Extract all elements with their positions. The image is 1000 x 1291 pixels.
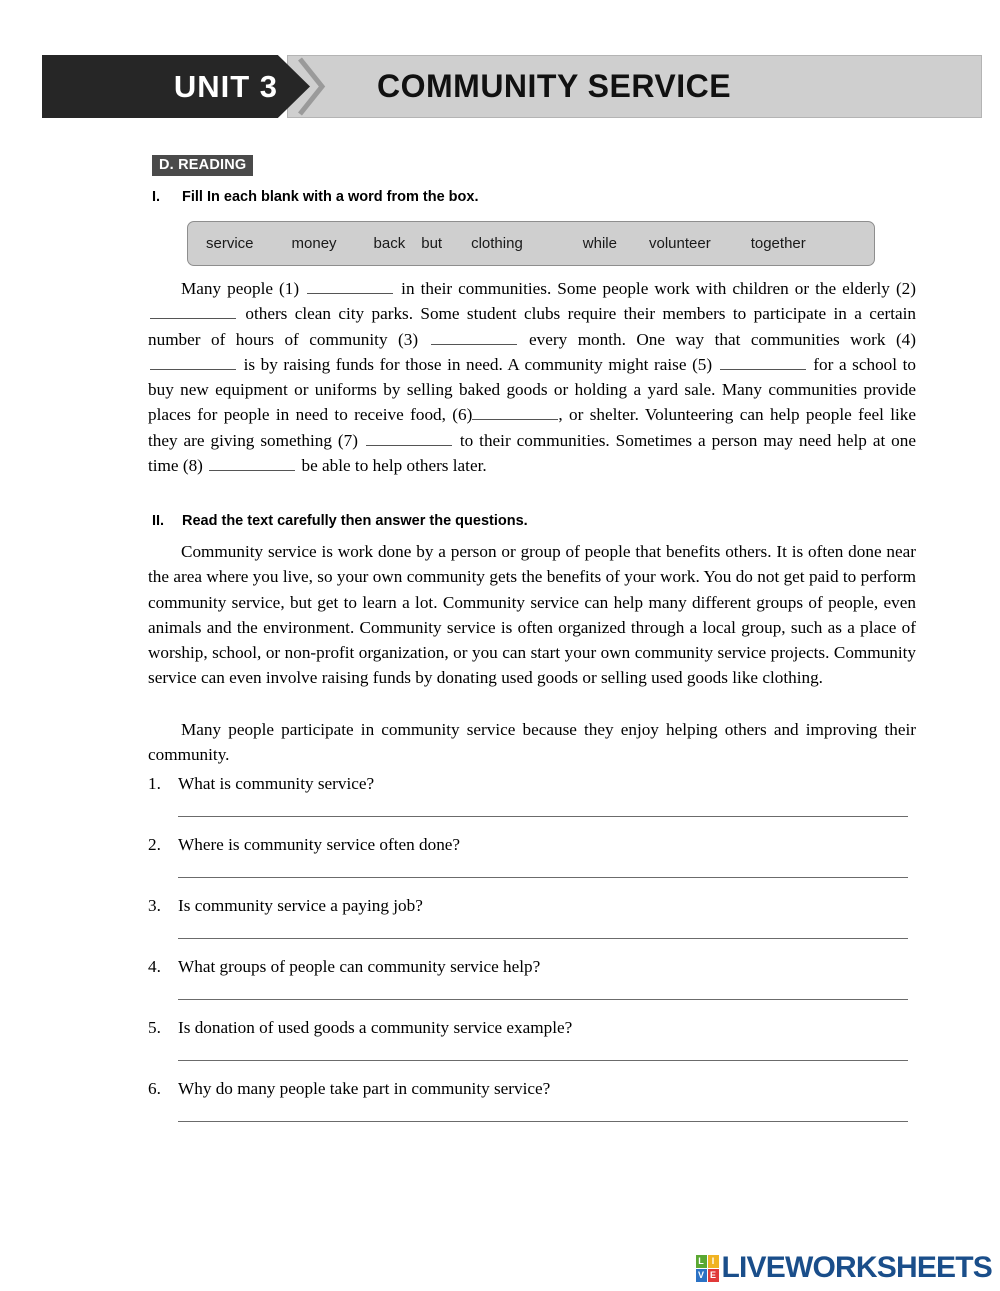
question-text-row <box>148 956 916 978</box>
answer-line[interactable] <box>178 1060 908 1061</box>
cloze-segment: for a school to buy new equipment or uniforms by selling baked goods or holding a yard sale. Many communities provide places for people in need to receive food, (6) <box>148 354 916 425</box>
exercise-2-number: II. <box>152 513 165 529</box>
logo-tile-e: E <box>708 1269 719 1282</box>
question-text-row <box>148 773 916 795</box>
liveworksheets-logo[interactable] <box>696 1251 993 1285</box>
cloze-blank-5[interactable] <box>720 353 806 370</box>
question-item <box>148 895 916 956</box>
word-bank-item[interactable]: back <box>373 235 406 252</box>
answer-line[interactable] <box>178 877 908 878</box>
cloze-segment: be able to help others later. <box>297 456 487 476</box>
question-number: 3. <box>148 896 161 915</box>
chevron-right-icon <box>294 55 328 118</box>
logo-tile-i: I <box>708 1255 719 1268</box>
answer-line[interactable] <box>178 938 908 939</box>
word-bank-item[interactable]: but <box>421 235 443 252</box>
cloze-segment: Many people (1) <box>181 279 306 298</box>
cloze-blank-1[interactable] <box>307 277 393 294</box>
section-tag-reading: D. READING <box>152 155 253 176</box>
cloze-segment: others clean city parks. Some student clubs require their members to participate in a certain number of hours of community (3) <box>148 304 916 349</box>
question-label: What is community service? <box>178 774 375 793</box>
question-label: Why do many people take part in community service? <box>178 1079 551 1098</box>
question-label: Where is community service often done? <box>178 835 461 854</box>
cloze-blank-2[interactable] <box>150 302 236 319</box>
cloze-segment: to their communities. Sometimes a person may need help at one time (8) <box>148 430 916 476</box>
cloze-blank-8[interactable] <box>209 454 295 471</box>
question-item <box>148 956 916 1017</box>
word-bank-item[interactable]: together <box>750 235 806 252</box>
cloze-segment: , or shelter. Volunteering can help people feel like they are giving something (7) <box>148 405 916 450</box>
answer-line[interactable] <box>178 1121 908 1122</box>
question-number: 5. <box>148 1018 161 1037</box>
word-bank-item[interactable]: volunteer <box>648 235 711 252</box>
question-number: 4. <box>148 957 161 976</box>
cloze-blank-6[interactable] <box>472 403 558 420</box>
logo-tile-v: V <box>696 1269 707 1282</box>
exercise-1-instruction: Fill In each blank with a word from the box. <box>182 189 479 205</box>
question-text-row <box>148 1017 916 1039</box>
question-item <box>148 834 916 895</box>
cloze-segment: in their communities. Some people work with children or the elderly (2) <box>395 279 916 298</box>
question-text-row <box>148 895 916 917</box>
cloze-segment: is by raising funds for those in need. A community might raise (5) <box>238 354 718 374</box>
question-label: What groups of people can community service help? <box>178 957 541 976</box>
question-label: Is donation of used goods a community service example? <box>178 1018 573 1037</box>
word-bank-box <box>187 221 875 266</box>
question-text-row <box>148 834 916 856</box>
question-number: 6. <box>148 1079 161 1098</box>
word-bank-item[interactable]: clothing <box>471 235 523 252</box>
liveworksheets-wordmark: LIVEWORKSHEETS <box>721 1251 992 1284</box>
unit-title: COMMUNITY SERVICE <box>377 68 732 104</box>
question-item <box>148 773 916 834</box>
cloze-blank-3[interactable] <box>431 327 517 344</box>
cloze-segment: every month. One way that communities work (4) <box>518 329 916 349</box>
exercise-1-number: I. <box>152 189 161 205</box>
cloze-blank-4[interactable] <box>150 353 236 370</box>
logo-tile-l: L <box>696 1255 707 1268</box>
word-bank-item[interactable]: money <box>291 235 337 252</box>
question-number: 1. <box>148 774 161 793</box>
unit-header-banner <box>42 55 982 118</box>
question-text-row <box>148 1078 916 1100</box>
exercise-1-heading <box>152 189 478 205</box>
liveworksheets-logo-tiles <box>696 1255 719 1282</box>
question-item <box>148 1078 916 1139</box>
answer-line[interactable] <box>178 999 908 1000</box>
cloze-blank-7[interactable] <box>366 428 452 445</box>
question-number: 2. <box>148 835 161 854</box>
reading-passage-paragraph-2: Many people participate in community service because they enjoy helping others and improving their community. <box>148 720 916 765</box>
unit-label: UNIT 3 <box>173 69 278 104</box>
question-label: Is community service a paying job? <box>178 896 423 915</box>
word-bank-item[interactable]: service <box>206 235 254 252</box>
exercise-2-instruction: Read the text carefully then answer the questions. <box>182 513 528 529</box>
reading-passage-paragraph-1: Community service is work done by a person or group of people that benefits others. It is often done near the area where you live, so your own community gets the benefits of your work. You do not get paid to perform community service, but get to learn a lot. Community service can help many different groups of people, even animals and the environment. Community service is often organized through a local group, such as a place of worship, school, or non-profit organization, or you can start your own community service projects. Community service can even involve raising funds by donating used goods or selling used goods like clothing. <box>148 542 916 688</box>
word-bank-item[interactable]: while <box>582 235 617 252</box>
exercise-2-heading <box>152 513 528 529</box>
question-item <box>148 1017 916 1078</box>
answer-line[interactable] <box>178 816 908 817</box>
cloze-paragraph <box>148 276 916 478</box>
question-list <box>148 773 916 1139</box>
